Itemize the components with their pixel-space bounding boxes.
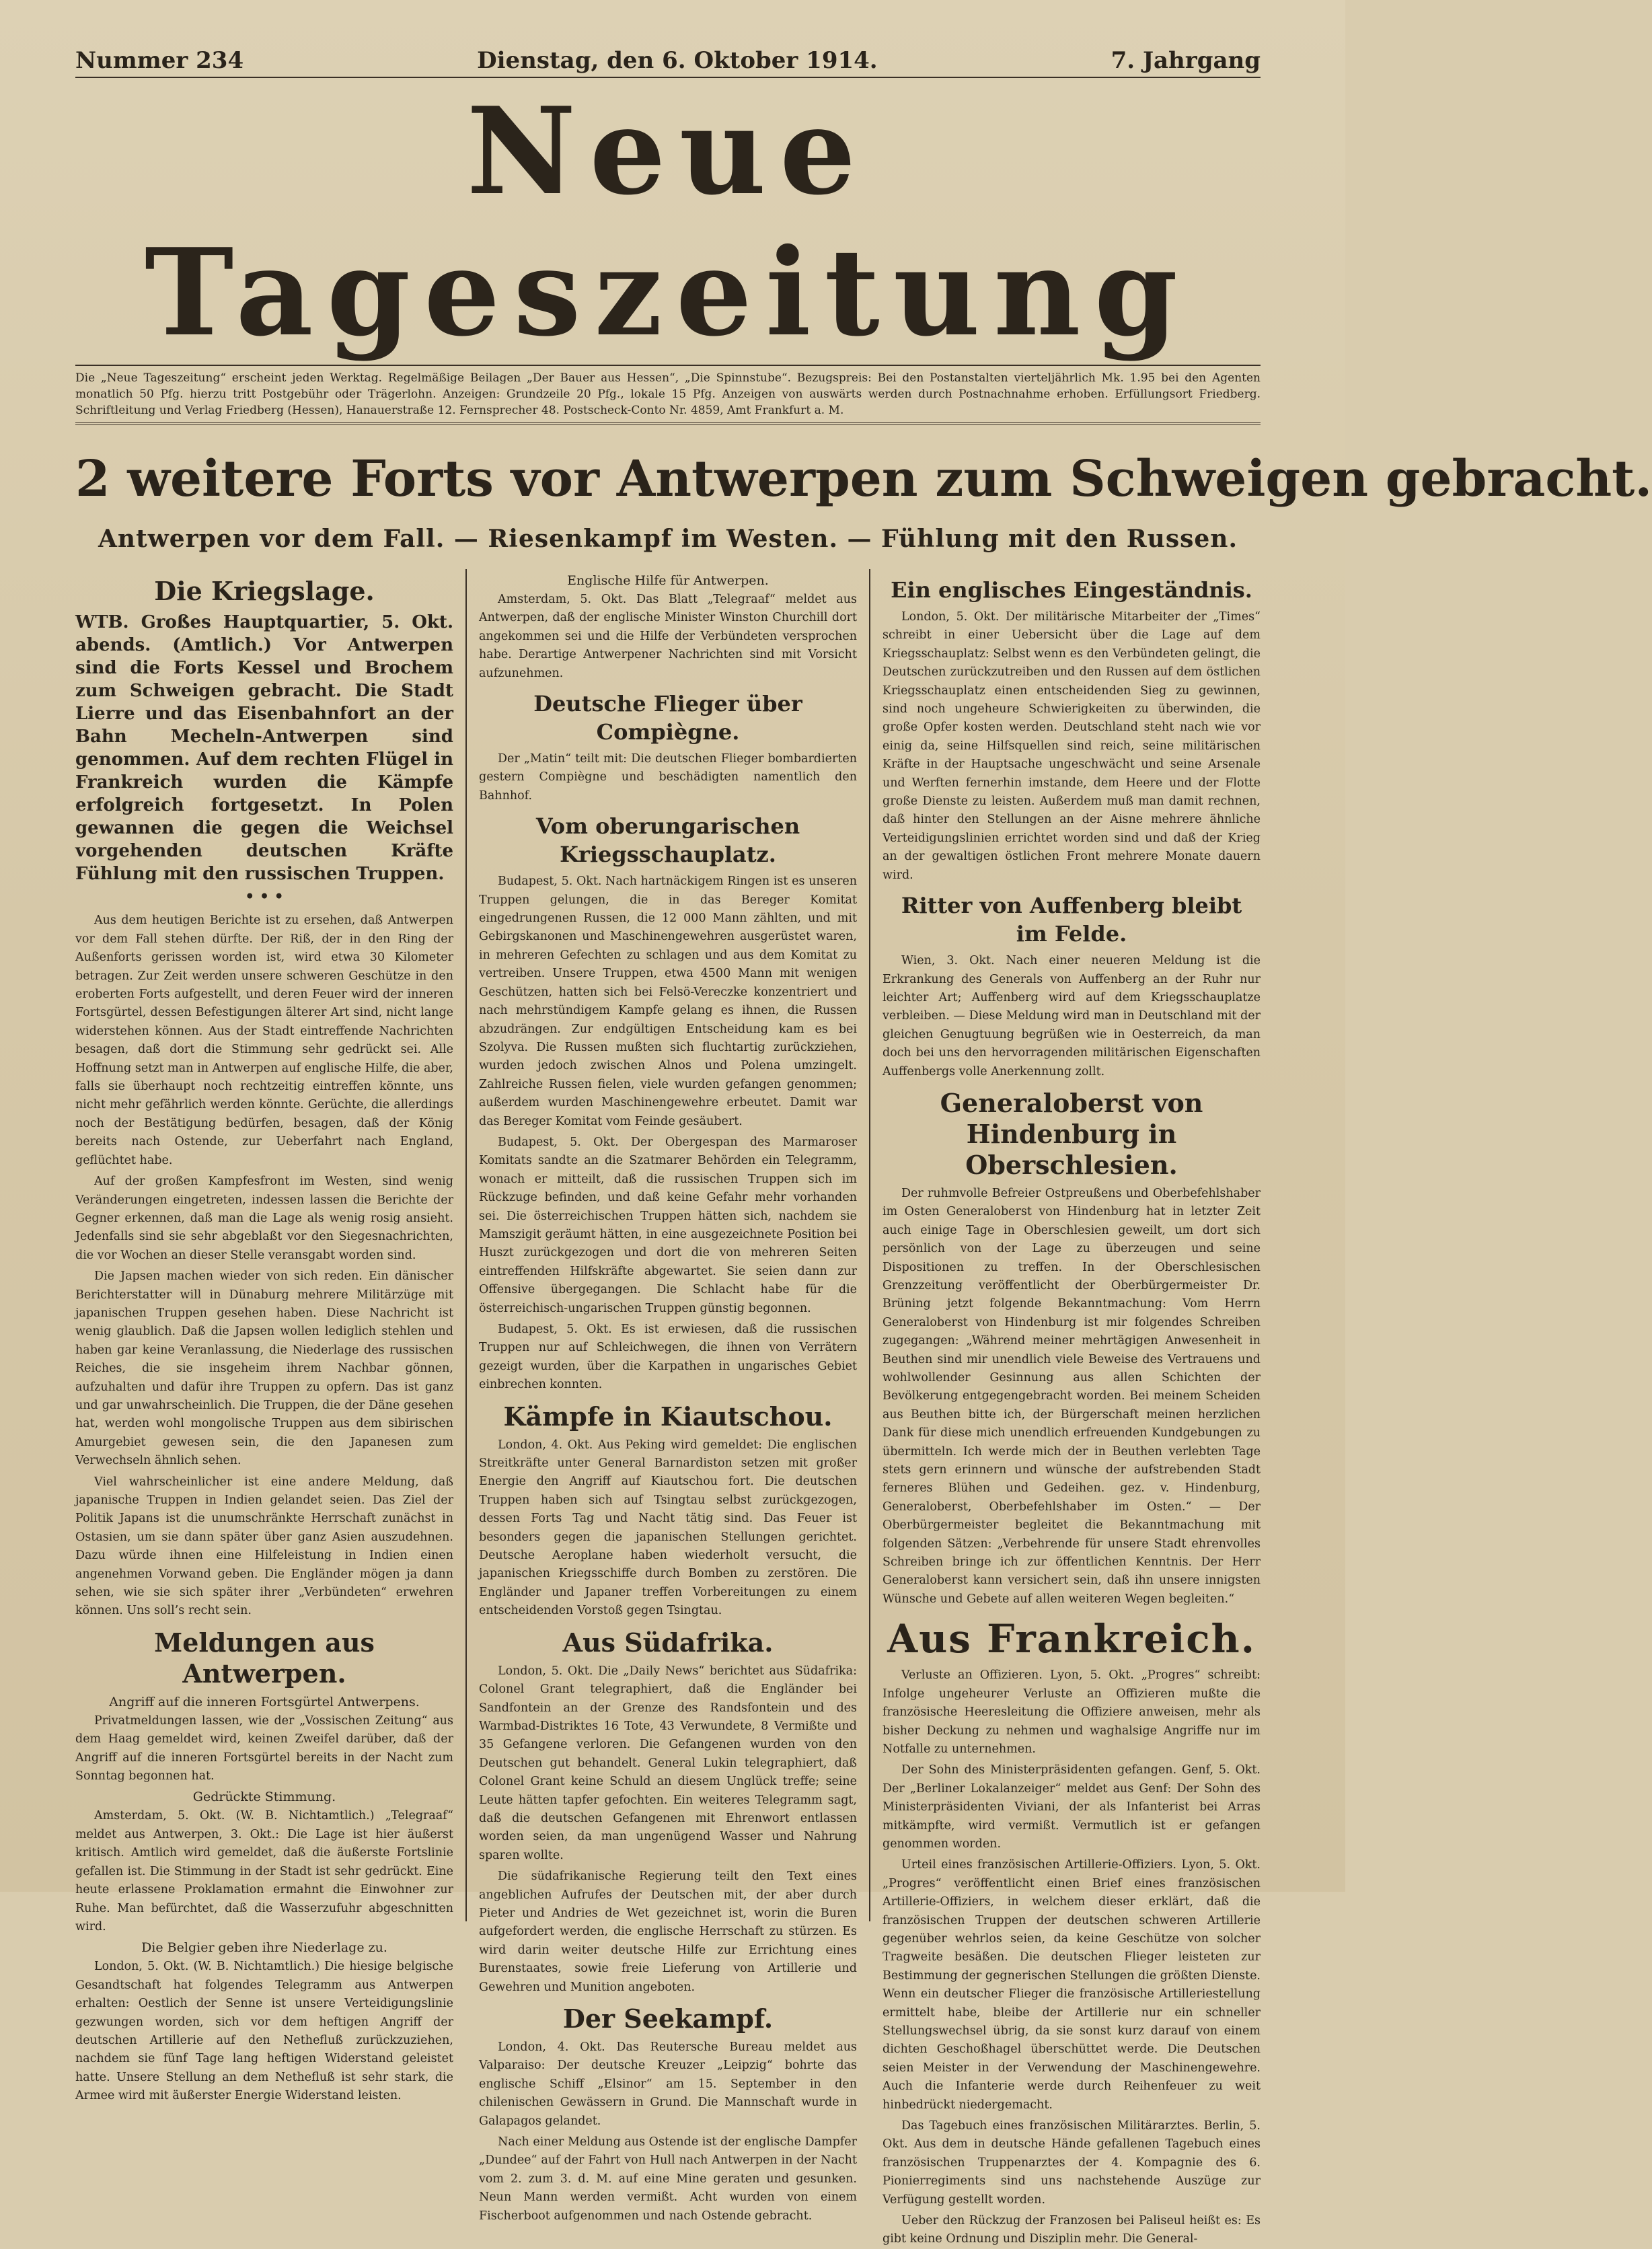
paragraph: Amsterdam, 5. Okt. Das Blatt „Telegraaf“ meldet aus Antwerpen, daß der englische Minister Winston Churchill dort angekommen sei und die Hilfe der Verbündeten versprochen habe. Derartige Antwerpener Nachrichten sind mit Vorsicht aufzunehmen.	[479, 593, 857, 680]
paragraph: Viel wahrscheinlicher ist eine andere Meldung, daß japanische Truppen in Indien gelandet seien. Das Ziel der Politik Japans ist die unumschränkte Herrschaft zunächst in Ostasien, um sie dann später über ganz Asien auszudehnen. Dazu würde ihnen eine Hilfeleistung in Indien einen angenehmen Vorwand geben. Die Engländer mögen ja dann sehen, wie sie sich später ihrer „Verbündeten“ erwehren können. Uns soll’s recht sein.	[75, 1475, 453, 1618]
masthead: Neue Tageszeitung	[144, 81, 1192, 363]
paragraph: London, 5. Okt. Der militärische Mitarbeiter der „Times“ schreibt in einer Uebersicht über die Lage auf dem Kriegsschauplatz: Selbst wenn es den Verbündeten gelingt, die Deutschen zurückzutreiben und den Russen auf dem östlichen Kriegsschauplatz einen entscheidenden Sieg zu gewinnen, sind noch ungeheure Schwierigkeiten zu überwinden, die große Opfer kosten werden. Deutschland steht nach wie vor einig da, seine Hilfsquellen sind reich, seine militärischen Kräfte in der Hauptsache ungeschwächt und seine Arsenale und Werften fernerhin imstande, dem Heere und der Flotte große Dienste zu leisten. Außerdem muß man damit rechnen, daß hinter den Stellungen an der Aisne mehrere ähnliche Verteidigungslinien errichtet worden sind und daß der Krieg an der gewaltigen östlichen Front mehrere Monate dauern wird.	[883, 610, 1261, 882]
paragraph: Urteil eines französischen Artillerie-Offiziers. Lyon, 5. Okt. „Progres“ veröffentlicht einen Brief eines französischen Artillerie-Offiziers, in welchem dieser erklärt, daß die französischen Truppen der deutschen schweren Artillerie gegenüber wehrlos seien, da keine Geschütze von solcher Tragweite besäßen. Die deutschen Flieger leisteten zur Bestimmung der gegnerischen Stellungen die größten Dienste. Wenn ein deutscher Flieger die französische Artilleriestellung ermittelt habe, bleibe der Artillerie nur ein schneller Stellungswechsel übrig, da sie sonst kurz darauf von einem dichten Geschoßhagel überschüttet werde. Die Deutschen seien Meister in der Verwendung der Maschinengewehre. Auch die Infanterie werde durch Reihenfeuer zu weit hinbedrückt niedergemacht.	[883, 1858, 1261, 2112]
paragraph: Budapest, 5. Okt. Der Obergespan des Marmaroser Komitats sandte an die Szatmarer Behörden ein Telegramm, wonach er mitteilt, daß die russischen Truppen sich im Rückzuge befinden, und daß keine Gefahr mehr vorhanden sei. Die österreichischen Truppen hätten sich, nachdem sie Mamszigit geräumt hätten, in eine ausgezeichnete Position bei Huszt zurückgezogen und dort die von mehreren Seiten eintreffenden Hilfskräfte abgewartet. Sie seien dann zur Offensive übergegangen. Die Schlacht habe für die österreichisch-ungarischen Truppen günstig begonnen.	[479, 1135, 857, 1315]
article-title: Ritter von Auffenberg bleibt im Felde.	[901, 893, 1242, 947]
section-subtitle: Die Belgier geben ihre Niederlage zu.	[141, 1940, 387, 1956]
paragraph: London, 5. Okt. Die „Daily News“ berichtet aus Südafrika: Colonel Grant telegraphiert, daß die Engländer bei Sandfontein an der Grenze des Randsfontein und des Warmbad-Distriktes 16 Tote, 43 Verwundete, 8 Vermißte und 35 Gefangene verloren. Die Gefangenen wurden von den Deutschen gut behandelt. General Lukin telegraphiert, daß Colonel Grant keine Schuld an diesem Unglück treffe; seine Leute hätten tapfer gefochten. Ein weiteres Telegramm sagt, daß die deutschen Gefangenen mit Ehrenwort entlassen worden seien, da man ungenügend Wasser und Nahrung sparen wollte.	[479, 1664, 857, 1862]
paragraph: Die südafrikanische Regierung teilt den Text eines angeblichen Aufrufes der Deutschen mit, der aber durch Pieter und Andries de Wet gezeichnet ist, worin die Buren aufgefordert werden, die englische Herrschaft zu stürzen. Es wird darin weiter deutsche Hilfe zur Errichtung eines Burenstaates, sowie freie Lieferung von Artillerie und Gewehren und Munition angeboten.	[479, 1870, 857, 1994]
paragraph: Privatmeldungen lassen, wie der „Vossischen Zeitung“ aus dem Haag gemeldet wird, keinen Zweifel darüber, daß der Angriff auf die inneren Fortsgürtel bereits in der Nacht zum Sonntag begonnen hat.	[75, 1713, 453, 1783]
section-subtitle: Gedrückte Stimmung.	[192, 1790, 336, 1805]
issue-date: Dienstag, den 6. Oktober 1914.	[477, 47, 878, 74]
paragraph: Der ruhmvolle Befreier Ostpreußens und Oberbefehlshaber im Osten Generaloberst von Hindenburg hat in letzter Zeit auch einige Tage in Oberschlesien geweilt, um dort sich persönlich von der Lage zu überzeugen und seine Dispositionen zu treffen. In der Oberschlesischen Grenzzeitung veröffentlicht der Oberbürgermeister Dr. Brüning jetzt folgende Bekanntmachung: Vom Herrn Generaloberst von Hindenburg ist mir folgendes Schreiben zugegangen: „Während meiner mehrtägigen Anwesenheit in Beuthen sind mir unendlich viele Beweise des Vertrauens und wohlwollender Gesinnung aus allen Schichten der Bevölkerung entgegengebracht worden. Bei meinem Scheiden aus Beuthen bitte ich, der Bürgerschaft meinen herzlichen Dank für diese mich unendlich erfreuenden Kundgebungen zu übermitteln. Ich werde mich der in Beuthen verlebten Tage stets gern erinnern und wünsche der aufstrebenden Stadt ferneres Blühen und Gedeihen. gez. v. Hindenburg, Generaloberst, Oberbefehlshaber im Osten.“ — Der Oberbürgermeister begleitet die Bekanntmachung mit folgenden Sätzen: „Verbehrende für unsere Stadt ehrenvolles Schreiben bringe ich zur öffentlichen Kenntnis. Der Herr Generaloberst kann versichert sein, daß ihn unsere innigsten Wünsche und Gebete auf allen weiteren Wegen begleiten.“	[883, 1186, 1261, 1606]
paragraph: London, 4. Okt. Aus Peking wird gemeldet: Die englischen Streitkräfte unter General Barnardiston setzen mit großer Energie den Angriff auf Kiautschou fort. Die deutschen Truppen haben sich auf Tsingtau selbst zurückgezogen, dessen Forts Tag und Nacht tätig sind. Das Feuer ist besonders gegen die japanischen Stellungen gerichtet. Deutsche Aeroplane haben wiederholt versucht, die japanischen Kriegsschiffe durch Bomben zu zerstören. Die Engländer und Japaner treffen Vorbereitungen zu einem entscheidenden Vorstoß gegen Tsingtau.	[479, 1438, 857, 1618]
paragraph: Wien, 3. Okt. Nach einer neueren Meldung ist die Erkrankung des Generals von Auffenberg an der Ruhr nur leichter Art; Auffenberg wird auf dem Kriegsschauplatze verbleiben. — Diese Meldung wird man in Deutschland mit der gleichen Genugtuung begrüßen wie in Oesterreich, da man doch bei uns den hervorragenden militärischen Eigenschaften Auffenbergs volle Anerkennung zollt.	[883, 954, 1261, 1078]
paragraph: Die Japsen machen wieder von sich reden. Ein dänischer Berichterstatter will in Dünaburg mehrere Militärzüge mit japanischen Truppen gesehen haben. Diese Nachricht ist wenig glaublich. Daß die Japsen wollen lediglich stehlen und haben gar keine Veranlassung, die Niederlage des russischen Reiches, die sie insgeheim ihrem Nachbar gönnen, aufzuhalten und dafür ihre Truppen zu opfern. Das ist ganz und gar unwahrscheinlich. Die Truppen, die der Däne gesehen hat, werden wohl mongolische Truppen aus dem sibirischen Amurgebiet gewesen sein, die den Japanesen zum Verwechseln ähnlich sehen.	[75, 1269, 453, 1468]
sub-headline: Antwerpen vor dem Fall. — Riesenkampf im Westen. — Fühlung mit den Russen.	[98, 525, 1238, 553]
article-title: Die Kriegslage.	[154, 576, 375, 606]
paragraph: Budapest, 5. Okt. Nach hartnäckigem Ringen ist es unseren Truppen gelungen, die in das Bereger Komitat eingedrungenen Russen, die 12 000 Mann zählten, und mit Gebirgskanonen und Maschinengewehren ausgerüstet waren, in mehreren Gefechten zu schlagen und aus dem Komitat zu vertreiben. Unsere Truppen, etwa 4500 Mann mit wenigen Geschützen, hatten sich bei Felsö-Vereczke konzentriert und nach mehrstündigem Kampfe gelang es ihnen, die Russen abzudrängen. Zur endgültigen Entscheidung kam es bei Szolyva. Die Russen mußten sich fluchtartig zurückziehen, wurden jedoch zwischen Alnos und Polena umzingelt. Zahlreiche Russen fielen, viele wurden gefangen genommen; außerdem wurden Maschinengewehre erbeutet. Damit war das Bereger Komitat vom Feinde gesäubert.	[479, 875, 857, 1128]
paragraph: Verluste an Offizieren. Lyon, 5. Okt. „Progres“ schreibt: Infolge ungeheurer Verluste an Offizieren mußte die französische Heeresleitung die Offiziere anweisen, mehr als bisher Deckung zu nehmen und waghalsige Angriffe nur im Notfalle zu unternehmen.	[883, 1668, 1261, 1756]
column-3	[869, 569, 1261, 2246]
article-columns	[75, 569, 1261, 2246]
header-topline	[75, 47, 1261, 78]
paragraph: Amsterdam, 5. Okt. (W. B. Nichtamtlich.) „Telegraaf“ meldet aus Antwerpen, 3. Okt.: Die Lage ist hier äußerst kritisch. Amtlich wird gemeldet, daß die äußerste Fortslinie gefallen ist. Die Stimmung in der Stadt ist sehr gedrückt. Eine heute erlassene Proklamation ermahnt die Einwohner zur Ruhe. Man befürchtet, daß die Wasserzufuhr abgeschnitten wird.	[75, 1809, 453, 1933]
paragraph: Budapest, 5. Okt. Es ist erwiesen, daß die russischen Truppen nur auf Schleichwegen, die ihnen von Verrätern gezeigt wurden, über die Karpathen in ungarisches Gebiet einbrechen konnten.	[479, 1323, 857, 1392]
paragraph: Der Sohn des Ministerpräsidenten gefangen. Genf, 5. Okt. Der „Berliner Lokalanzeiger“ meldet aus Genf: Der Sohn des Ministerpräsidenten Viviani, der als Infanterist bei Arras mitkämpfte, wird vermißt. Vermutlich ist er gefangen genommen worden.	[883, 1763, 1261, 1851]
imprint: Die „Neue Tageszeitung“ erscheint jeden Werktag. Regelmäßige Beilagen „Der Bauer aus Hessen“, „Die Spinnstube“. Bezugspreis: Bei den Postanstalten vierteljährlich Mk. 1.95 bei den Agenten monatlich 50 Pfg. hierzu tritt Postgebühr oder Trägerlohn. Anzeigen: Grundzeile 20 Pfg., lokale 15 Pfg. Anzeigen von auswärts werden durch Postnachnahme erhoben. Erfüllungsort Friedberg. Schriftleitung und Verlag Friedberg (Hessen), Hanauerstraße 12. Fernsprecher 48. Postscheck-Conto Nr. 4859, Amt Frankfurt a. M.	[75, 365, 1261, 425]
article-title: Aus Südafrika.	[562, 1627, 774, 1658]
volume: 7. Jahrgang	[1111, 47, 1261, 74]
issue-number: Nummer 234	[75, 47, 244, 74]
paragraph: Nach einer Meldung aus Ostende ist der englische Dampfer „Dundee“ auf der Fahrt von Hull nach Antwerpen in der Nacht vom 2. zum 3. d. M. auf eine Mine geraten und gesunken. Neun Mann werden vermißt. Acht wurden von einem Fischerboot aufgenommen und nach Ostende gebracht.	[479, 2135, 857, 2223]
paragraph: Der „Matin“ teilt mit: Die deutschen Flieger bombardierten gestern Compiègne und beschädigten namentlich den Bahnhof.	[479, 752, 857, 803]
column-1	[75, 569, 465, 2103]
divider-stars: • • •	[245, 888, 284, 906]
section-subtitle: Englische Hilfe für Antwerpen.	[567, 573, 769, 588]
article-title: Aus Frankreich.	[887, 1616, 1256, 1662]
paragraph: Aus dem heutigen Berichte ist zu ersehen, daß Antwerpen vor dem Fall stehen dürfte. Der Riß, der in den Ring der Außenforts gerissen worden ist, wird etwa 30 Kilometer betragen. Zur Zeit werden unsere schweren Geschütze in den eroberten Forts aufgestellt, und deren Feuer wird der inneren Fortsgürtel, dessen Befestigungen älterer Art sind, nicht lange widerstehen können. Aus der Stadt eintreffende Nachrichten besagen, daß dort die Stimmung sehr gedrückt sei. Alle Hoffnung setzt man in Antwerpen auf englische Hilfe, die aber, falls sie überhaupt noch rechtzeitig eintreffen könnte, uns nicht mehr gefährlich werden könnte. Gerüchte, die allerdings noch der Bestätigung bedürfen, besagen, daß der König bereits nach Ostende, zur Ueberfahrt nach England, geflüchtet habe.	[75, 914, 453, 1167]
paragraph: Ueber den Rückzug der Franzosen bei Paliseul heißt es: Es gibt keine Ordnung und Disziplin mehr. Die General-	[883, 2214, 1261, 2246]
paragraph: Auf der großen Kampfesfront im Westen, sind wenig Veränderungen eingetreten, indessen lassen die Berichte der Gegner erkennen, daß man die Lage als wenig rosig ansieht. Jedenfalls sind sie sehr abgeblaßt vor den Siegesnachrichten, die vor Wochen an dieser Stelle veransgabt worden sind.	[75, 1175, 453, 1262]
article-title: Kämpfe in Kiautschou.	[503, 1401, 833, 1432]
article-title: Der Seekampf.	[562, 2003, 774, 2034]
paragraph: London, 4. Okt. Das Reutersche Bureau meldet aus Valparaiso: Der deutsche Kreuzer „Leipzig“ bohrte das englische Schiff „Elsinor“ am 15. September in den chilenischen Gewässern in Grund. Die Mannschaft wurde in Galapagos gelandet.	[479, 2040, 857, 2128]
article-title: Ein englisches Eingeständnis.	[891, 577, 1252, 603]
lead-paragraph: WTB. Großes Hauptquartier, 5. Okt. abends. (Amtlich.) Vor Antwerpen sind die Forts Kessel und Brochem zum Schweigen gebracht. Die Stadt Lierre und das Eisenbahnfort an der Bahn Mecheln-Antwerpen sind genommen. Auf dem rechten Flügel in Frankreich wurden die Kämpfe erfolgreich fortgesetzt. In Polen gewannen die gegen die Weichsel vorgehenden deutschen Kräfte Fühlung mit den russischen Truppen.	[75, 612, 453, 884]
paragraph: Das Tagebuch eines französischen Militärarztes. Berlin, 5. Okt. Aus dem in deutsche Hände gefallenen Tagebuch eines französischen Truppenarztes der 4. Kompagnie des 6. Pionierregiments sind uns nachstehende Auszüge zur Verfügung gestellt worden.	[883, 2119, 1261, 2207]
article-title: Vom oberungarischen Kriegsschauplatz.	[535, 813, 800, 868]
article-title: Generaloberst von Hindenburg in Oberschlesien.	[940, 1087, 1203, 1180]
section-subtitle: Angriff auf die inneren Fortsgürtel Antwerpens.	[109, 1694, 420, 1709]
article-title: Meldungen aus Antwerpen.	[154, 1627, 375, 1689]
paragraph: London, 5. Okt. (W. B. Nichtamtlich.) Die hiesige belgische Gesandtschaft hat folgendes Telegramm aus Antwerpen erhalten: Oestlich der Senne ist unsere Verteidigungslinie gezwungen worden, sich vor dem heftigen Angriff der deutschen Artillerie auf den Nethefluß zurückzuziehen, nachdem sie fünf Tage lang heftigen Widerstand geleistet hatte. Unsere Stellung an dem Nethefluß ist sehr stark, die Armee wird mit äußerster Energie Widerstand leisten.	[75, 1960, 453, 2103]
column-2	[465, 569, 869, 2223]
main-headline: 2 weitere Forts vor Antwerpen zum Schweigen gebracht.	[75, 450, 1652, 508]
article-title: Deutsche Flieger über Compiègne.	[533, 691, 802, 745]
